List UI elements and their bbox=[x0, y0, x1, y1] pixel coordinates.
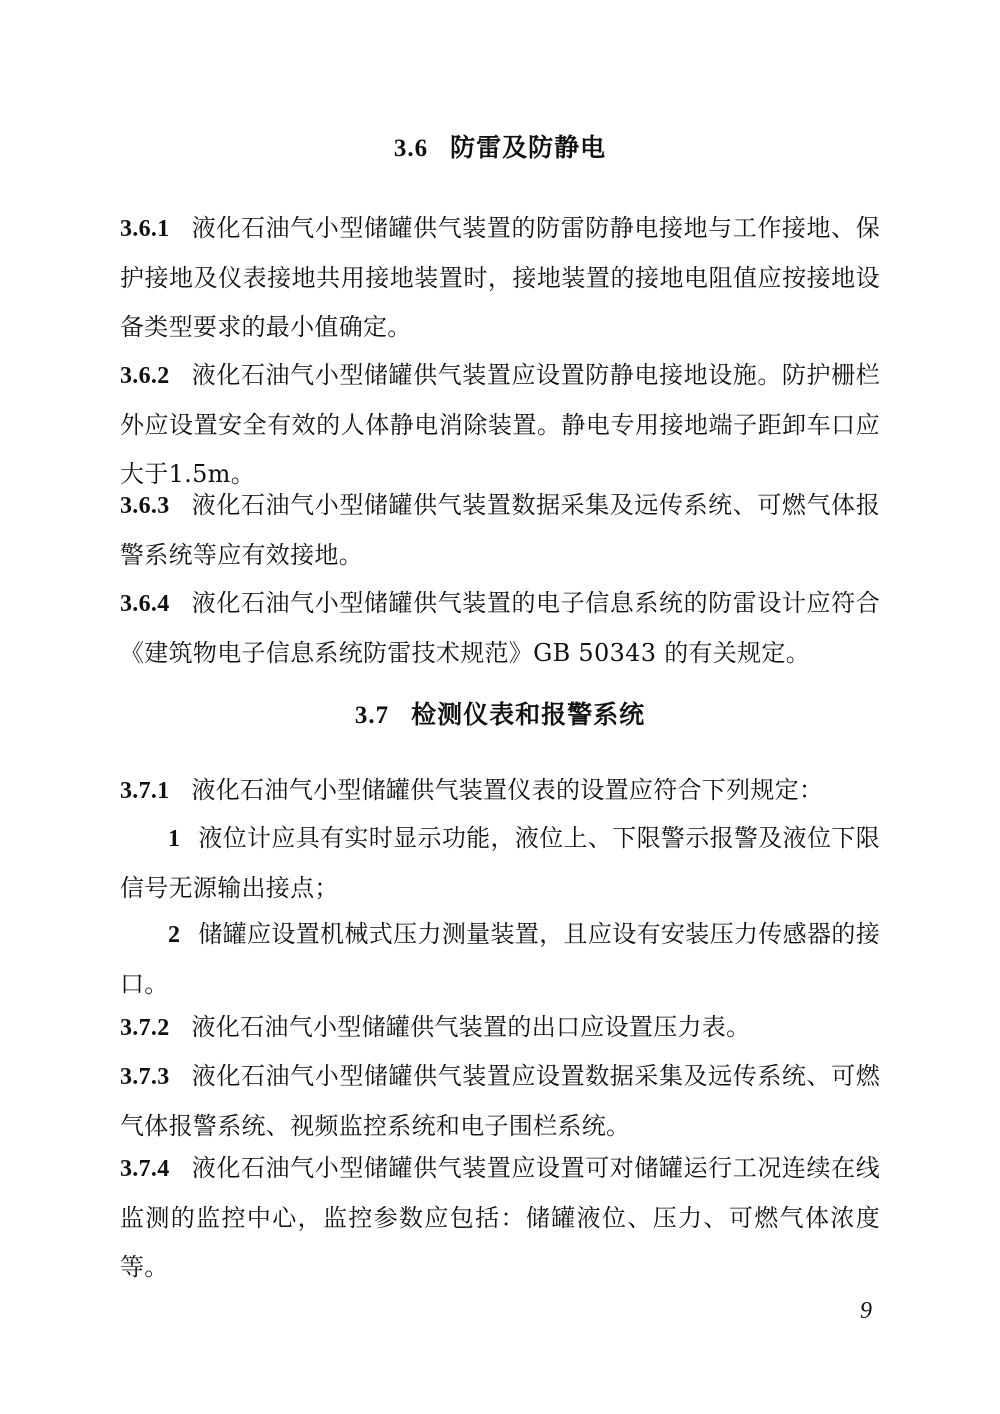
clause-number: 3.6.2 bbox=[120, 363, 170, 389]
page-number: 9 bbox=[860, 1298, 872, 1324]
clause-number: 3.7.3 bbox=[120, 1064, 170, 1090]
clause-number: 3.6.3 bbox=[120, 493, 170, 519]
clause-text: 液化石油气小型储罐供气装置仪表的设置应符合下列规定： bbox=[191, 776, 824, 804]
clause-text: 液化石油气小型储罐供气装置的出口应设置压力表。 bbox=[191, 1013, 751, 1041]
section-number: 3.7 bbox=[354, 702, 390, 729]
clause-3-7-4 bbox=[120, 1144, 880, 1292]
clause-text: 液化石油气小型储罐供气装置的防雷防静电接地与工作接地、保护接地及仪表接地共用接地装置时，接地装置的接地电阻值应按接地设备类型要求的最小值确定。 bbox=[120, 214, 880, 341]
clause-3-6-1 bbox=[120, 204, 880, 352]
item-text: 液位计应具有实时显示功能，液位上、下限警示报警及液位下限信号无源输出接点； bbox=[120, 824, 880, 902]
section-heading-3-6 bbox=[120, 128, 880, 169]
section-title: 检测仪表和报警系统 bbox=[411, 700, 646, 729]
clause-number: 3.6.4 bbox=[120, 591, 170, 617]
clause-3-7-1 bbox=[120, 766, 880, 816]
clause-text: 液化石油气小型储罐供气装置应设置可对储罐运行工况连续在线监测的监控中心，监控参数应包括：储罐液位、压力、可燃气体浓度等。 bbox=[120, 1154, 880, 1281]
item-text: 储罐应设置机械式压力测量装置，且应设有安装压力传感器的接口。 bbox=[120, 920, 880, 998]
clause-3-7-2 bbox=[120, 1003, 880, 1053]
section-number: 3.6 bbox=[393, 135, 429, 162]
section-heading-3-7 bbox=[120, 695, 880, 736]
clause-number: 3.7.4 bbox=[120, 1156, 170, 1182]
clause-3-7-1-item-1 bbox=[120, 814, 880, 913]
clause-text: 液化石油气小型储罐供气装置应设置防静电接地设施。防护栅栏外应设置安全有效的人体静电消除装置。静电专用接地端子距卸车口应大于1.5m。 bbox=[120, 361, 880, 488]
item-number: 2 bbox=[168, 922, 181, 948]
clause-text: 液化石油气小型储罐供气装置应设置数据采集及远传系统、可燃气体报警系统、视频监控系统和电子围栏系统。 bbox=[120, 1062, 880, 1140]
section-title: 防雷及防静电 bbox=[450, 133, 607, 162]
clause-number: 3.7.2 bbox=[120, 1015, 170, 1041]
clause-text: 液化石油气小型储罐供气装置数据采集及远传系统、可燃气体报警系统等应有效接地。 bbox=[120, 491, 880, 569]
clause-3-6-2 bbox=[120, 351, 880, 499]
clause-3-6-4 bbox=[120, 579, 880, 678]
clause-3-7-1-item-2 bbox=[120, 910, 880, 1009]
clause-number: 3.7.1 bbox=[120, 778, 170, 804]
clause-3-7-3 bbox=[120, 1052, 880, 1151]
clause-number: 3.6.1 bbox=[120, 216, 170, 242]
clause-3-6-3 bbox=[120, 481, 880, 580]
clause-text: 液化石油气小型储罐供气装置的电子信息系统的防雷设计应符合《建筑物电子信息系统防雷技术规范》GB 50343 的有关规定。 bbox=[120, 589, 880, 667]
document-page bbox=[120, 0, 880, 1414]
item-number: 1 bbox=[168, 826, 181, 852]
